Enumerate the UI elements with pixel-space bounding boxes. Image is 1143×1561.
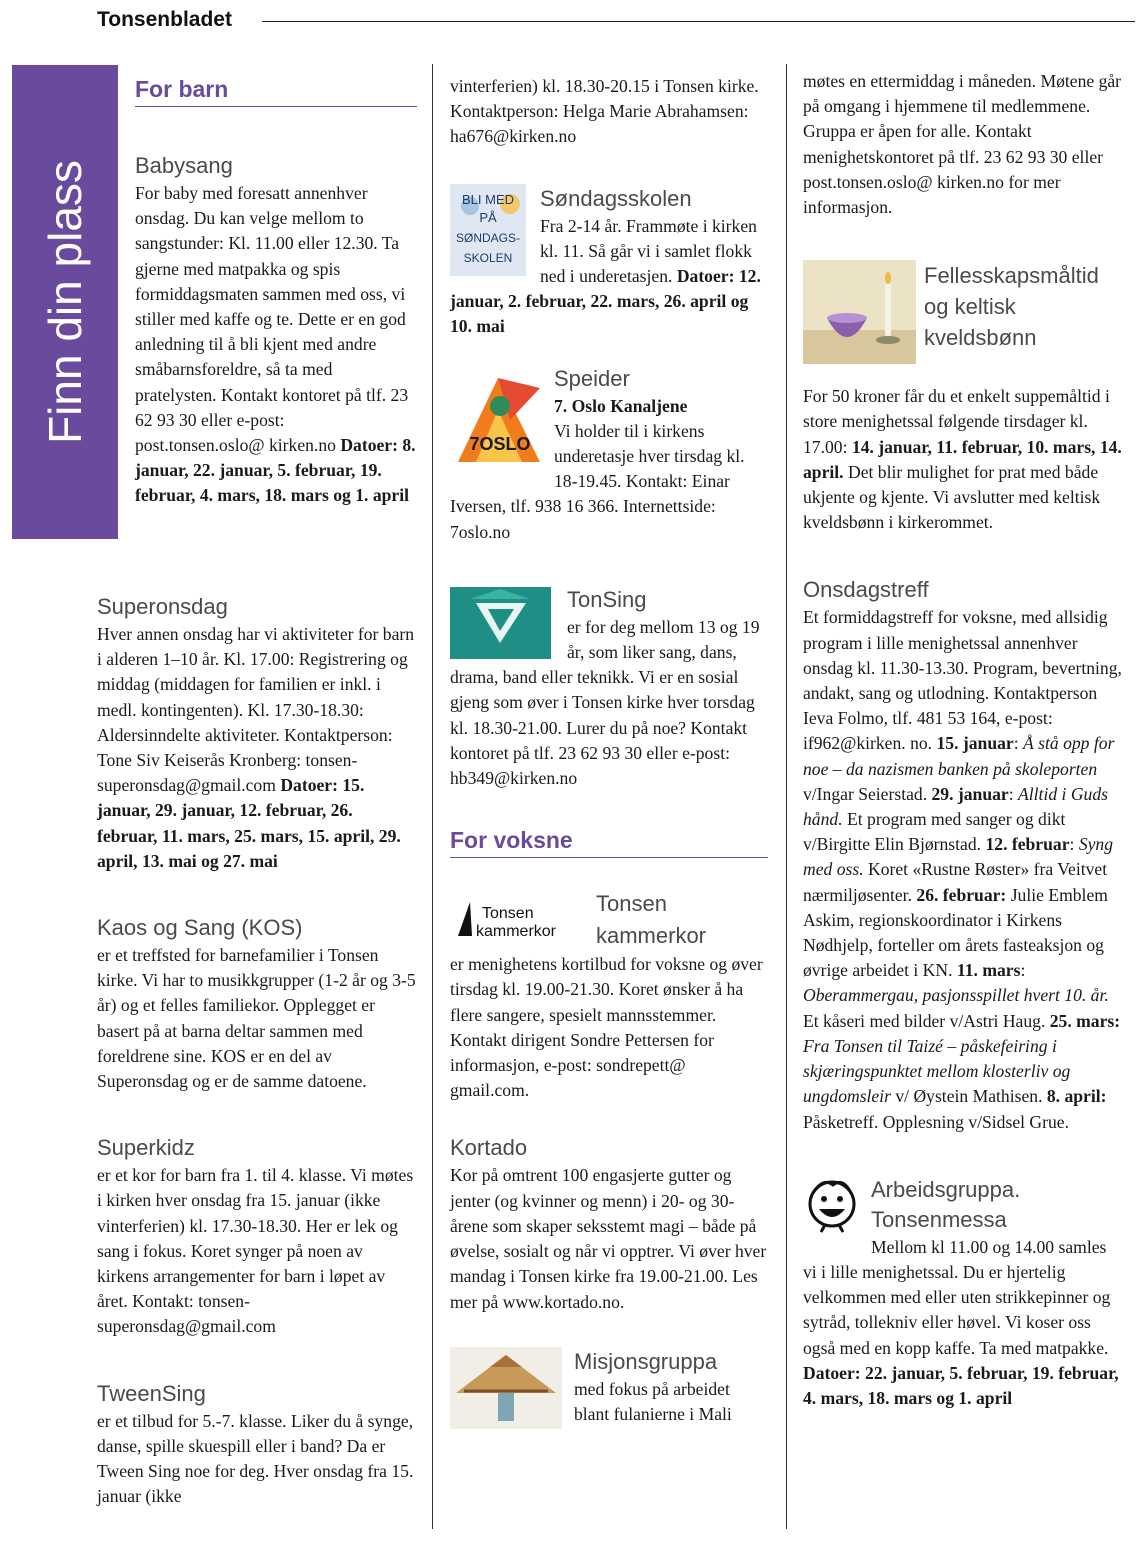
speider-block — [450, 364, 768, 545]
sondagsskolen-text: Fra 2-14 år. Frammøte i kirken kl. 11. Så går vi i samlet flokk ned i underetasjen. Datoer: 12. januar, 2. februar, 22. mars, 26. april og 10. mai — [450, 215, 761, 337]
side-band-text: Finn din plass — [39, 160, 91, 444]
tweensing-text: er et tilbud for 5.-7. klasse. Liker du å synge, danse, spille skuespill eller i band? Da er Tween Sing noe for deg. Hver onsdag fra 15. januar (ikke — [97, 1410, 414, 1507]
side-band — [12, 65, 118, 539]
smiling-face-icon — [803, 1175, 861, 1233]
speider-title: Speider — [554, 365, 630, 391]
tonsing-title: TonSing — [567, 586, 647, 612]
svg-text:7OSLO: 7OSLO — [469, 433, 531, 454]
section-heading-for-voksne: For voksne — [450, 827, 768, 858]
kortado-title: Kortado — [450, 1135, 528, 1161]
babysang-text: For baby med foresatt annenhver onsdag. Du kan velge mellom to sangstunder: Kl. 11.00 eller 12.30. Ta gjerne med matpakka og spis formiddagsmaten sammen med oss, vi stiller med kaffe og te. Dette er en god anledning til å bli kjent med andre småbarnsforeldre, så ta med pratelysten. Kontakt kontoret på tlf. 23 62 93 30 eller e-post: post.tonsen.oslo@ kirken.no Datoer: 8. januar, 22. januar, 5. februar, 19. februar, 4. mars, 18. mars og 1. april — [135, 183, 416, 506]
kammerkor-text: er menighetens kortilbud for voksne og øver tirsdag kl. 19.00-21.30. Koret ønsker å ha flere sangere, spesielt mannsstemmer. Kontakt dirigent Sondre Pettersen for informasjon, e-post: sondrepett@ gmail.com. — [450, 954, 763, 1101]
column-2 — [450, 74, 768, 1429]
kammerkor-block — [450, 888, 768, 1103]
svg-text:kammerkor: kammerkor — [476, 923, 557, 941]
tonsing-logo-icon — [450, 587, 551, 659]
kos-text: er et treffsted for barnefamilier i Tonsen kirke. Vi har to musikkgrupper (1-2 år og 3-5 år) og et felles familiekor. Opplegget er basert på at barna deltar sammen med foreldrene sine. KOS er en del av Superonsdag og er de samme datoene. — [97, 945, 416, 1092]
kammerkor-logo-icon — [456, 898, 584, 944]
superonsdag-dates: Datoer: 15. januar, 29. januar, 12. februar, 26. februar, 11. mars, 25. mars, 15. april, 29. april, 13. mai og 27. mai — [97, 775, 401, 871]
misjon-block — [450, 1347, 768, 1429]
superkidz-text: er et kor for barn fra 1. til 4. klasse. Vi møtes i kirken hver onsdag fra 15. januar (ikke vinterferien) kl. 17.30-18.30. Her er lek og sang i fokus. Koret synger på noen av kirkens arrangementer for barn i løpet av året. Kontakt: tonsen-superonsdag@gmail.com — [97, 1165, 414, 1337]
sondagsskolen-block — [450, 184, 768, 340]
column-1-top — [135, 76, 417, 509]
speider-text: Vi holder til i kirkens underetasje hver tirsdag kl. 18-19.45. Kontakt: Einar Iversen, tlf. 938 16 366. Internettside: 7oslo.no — [450, 420, 745, 542]
svg-text:BLI MED: BLI MED — [461, 191, 515, 207]
sondagsskolen-title: Søndagsskolen — [540, 185, 692, 211]
kammerkor-title: Tonsen kammerkor — [596, 891, 707, 949]
header-rule — [262, 21, 1135, 22]
misjon-title: Misjonsgruppa — [574, 1348, 718, 1374]
tonsing-text: er for deg mellom 13 og 19 år, som liker sang, dans, drama, band eller teknikk. Vi er en sosial gjeng som øver i Tonsen kirke hver torsdag kl. 18.30-21.00. Lurer du på noe? Kontakt kontoret på tlf. 23 62 93 30 eller e-post: hb349@kirken.no — [450, 616, 760, 789]
superonsdag-text: Hver annen onsdag har vi aktiviteter for barn i alderen 1–10 år. Kl. 17.00: Registrering og middag (middagen for familien er inkl. i medl. kontingenten). Kl. 17.30-18.30: Aldersinndelte aktiviteter. Kontaktperson: Tone Siv Keiserås Kronberg: tonsen-superonsdag@gmail.com Datoer: 15. januar, 29. januar, 12. februar, 26. februar, 11. mars, 25. mars, 15. april, 29. april, 13. mai og 27. mai — [97, 624, 415, 871]
column-3 — [803, 69, 1123, 1411]
publication-title: Tonsenbladet — [97, 8, 232, 31]
sunday-school-poster-icon — [450, 184, 526, 276]
fellesskap-title: Fellesskapsmåltid og keltisk kveldsbønn — [924, 263, 1099, 351]
speider-group: 7. Oslo Kanaljene — [554, 395, 688, 416]
scout-emblem-icon — [450, 370, 546, 470]
section-heading-for-barn: For barn — [135, 76, 417, 107]
fellesskap-block — [803, 260, 1123, 535]
arbeid-title: Arbeidsgruppa. Tonsenmessa — [871, 1176, 1021, 1232]
onsdagstreff-title: Onsdagstreff — [803, 577, 929, 603]
babysang-title: Babysang — [135, 153, 233, 178]
kortado-text: Kor på omtrent 100 engasjerte gutter og jenter (og kvinner og menn) i 20- og 30-årene som skaper seksstemt magi – både på øvelse, sosialt og når vi opptrer. Vi øver hver mandag i Tonsen kirke fra 19.00-21.00. Les mer på www.kortado.no. — [450, 1165, 767, 1312]
svg-text:PÅ: PÅ — [479, 209, 497, 225]
bowl-and-candle-painting-icon — [803, 260, 916, 364]
superonsdag-title: Superonsdag — [97, 594, 228, 619]
tonsing-block — [450, 585, 768, 791]
fellesskap-dates: 14. januar, 11. februar, 10. mars, 14. april. — [803, 436, 1122, 482]
arbeid-dates: Datoer: 22. januar, 5. februar, 19. februar, 4. mars, 18. mars og 1. april — [803, 1362, 1119, 1408]
straw-hat-photo-icon — [450, 1347, 562, 1429]
column-1-bottom — [97, 592, 417, 1509]
tweensing-text-continued: vinterferien) kl. 18.30-20.15 i Tonsen kirke. Kontaktperson: Helga Marie Abrahamsen: ha676@kirken.no — [450, 76, 759, 147]
misjon-text: med fokus på arbeidet blant fulanierne i Mali — [574, 1378, 732, 1424]
fellesskap-text: For 50 kroner får du et enkelt suppemåltid i store menighetssal følgende tirsdager kl. 17.00: 14. januar, 11. februar, 10. mars, 14. april. Det blir mulighet for prat med både ukjente og kjente. Vi avslutter med keltisk kveldsbønn i kirkerommet. — [803, 386, 1122, 533]
tweensing-title: TweenSing — [97, 1380, 206, 1406]
svg-text:SØNDAGS-: SØNDAGS- — [455, 230, 521, 245]
arbeid-text: Mellom kl 11.00 og 14.00 samles vi i lille menighetssal. Du er hjertelig velkommen med eller uten strikkepinner og sytråd, tollekniv eller høvel. Vi koser oss også med en kopp kaffe. Ta med matpakke. Datoer: 22. januar, 5. februar, 19. februar, 4. mars, 18. mars og 1. april — [803, 1236, 1119, 1408]
svg-text:SKOLEN: SKOLEN — [463, 250, 513, 265]
misjon-text-continued: møtes en ettermiddag i måneden. Møtene går på omgang i hjemmene til medlemmene. Gruppa er åpen for alle. Kontakt menighetskontoret på tlf. 23 62 93 30 eller post.tonsen.oslo@ kirken.no for mer informasjon. — [803, 71, 1122, 218]
superkidz-title: Superkidz — [97, 1135, 195, 1161]
column-divider — [786, 64, 787, 1529]
kos-title: Kaos og Sang (KOS) — [97, 915, 303, 941]
onsdagstreff-text: Et formiddagstreff for voksne, med allsidig program i lille menighetssal annenhver onsdag kl. 11.30-13.30. Program, bevertning, andakt, sang og utlodning. Kontaktperson Ieva Folmo, tlf. 481 53 164, e-post: if962@kirken. no. 15. januar: Å stå opp for noe – da nazismen banken på skoleporten v/Ingar Seierstad. 29. januar: Alltid i Guds hånd. Et program med sanger og dikt v/Birgitte Elin Bjørnstad. 12. februar: Syng med oss. Koret «Rustne Røster» fra Veitvet nærmiljøsenter. 26. februar: Julie Emblem Askim, regionskoordinator i Kirkens Nødhjelp, forteller om årets fasteaksjon og øvrige arbeidet i KN. 11. mars: Oberammergau, pasjonsspillet hvert 10. år. Et kåseri med bilder v/Astri Haug. 25. mars: Fra Tonsen til Taizé – påskefeiring i skjæringspunktet mellom klosterliv og ungdomsleir v/ Øystein Mathisen. 8. april: Påsketreff. Opplesning v/Sidsel Grue. — [803, 607, 1122, 1132]
sondagsskolen-dates: Datoer: 12. januar, 2. februar, 22. mars, 26. april og 10. mai — [450, 266, 761, 337]
svg-text:Tonsen: Tonsen — [482, 905, 534, 923]
column-divider — [432, 64, 433, 1529]
arbeid-block — [803, 1175, 1123, 1411]
babysang-dates: Datoer: 8. januar, 22. januar, 5. februar, 19. februar, 4. mars, 18. mars og 1. april — [135, 435, 416, 506]
